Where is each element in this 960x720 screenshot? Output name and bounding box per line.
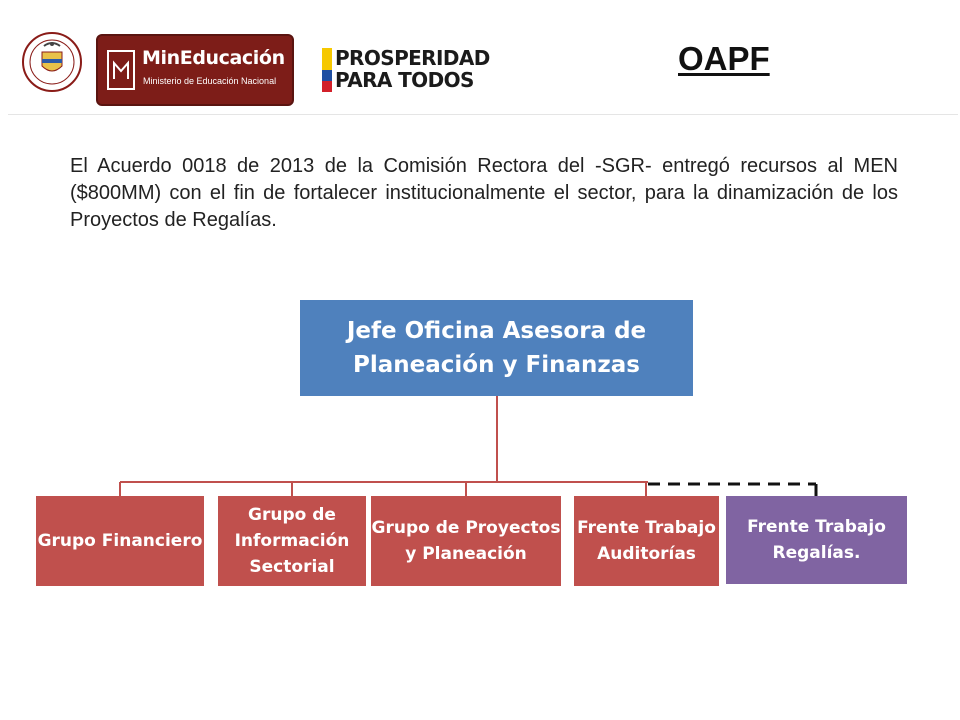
- org-box-frente-regalias: Frente Trabajo Regalías.: [726, 496, 907, 584]
- org-head-box: Jefe Oficina Asesora de Planeación y Finanzas: [300, 300, 693, 396]
- org-box-grupo-informacion-sectorial: Grupo de Información Sectorial: [218, 496, 366, 586]
- men-logo-subtitle: Ministerio de Educación Nacional: [143, 76, 277, 86]
- office-acronym: OAPF: [678, 40, 770, 77]
- org-box-grupo-financiero: Grupo Financiero: [36, 496, 204, 586]
- prosperidad-logo-line2: PARA TODOS: [335, 68, 474, 92]
- men-logo-title: MinEducación: [142, 47, 285, 69]
- prosperidad-logo-line1: PROSPERIDAD: [335, 46, 490, 70]
- org-box-grupo-proyectos-planeacion: Grupo de Proyectos y Planeación: [371, 496, 561, 586]
- intro-paragraph: El Acuerdo 0018 de 2013 de la Comisión Rectora del -SGR- entregó recursos al MEN ($800MM) con el fin de fortalecer institucionalmente el sector, para la dinamización de los Proyectos de Regalías.: [70, 155, 898, 231]
- org-box-frente-auditorias: Frente Trabajo Auditorías: [574, 496, 719, 586]
